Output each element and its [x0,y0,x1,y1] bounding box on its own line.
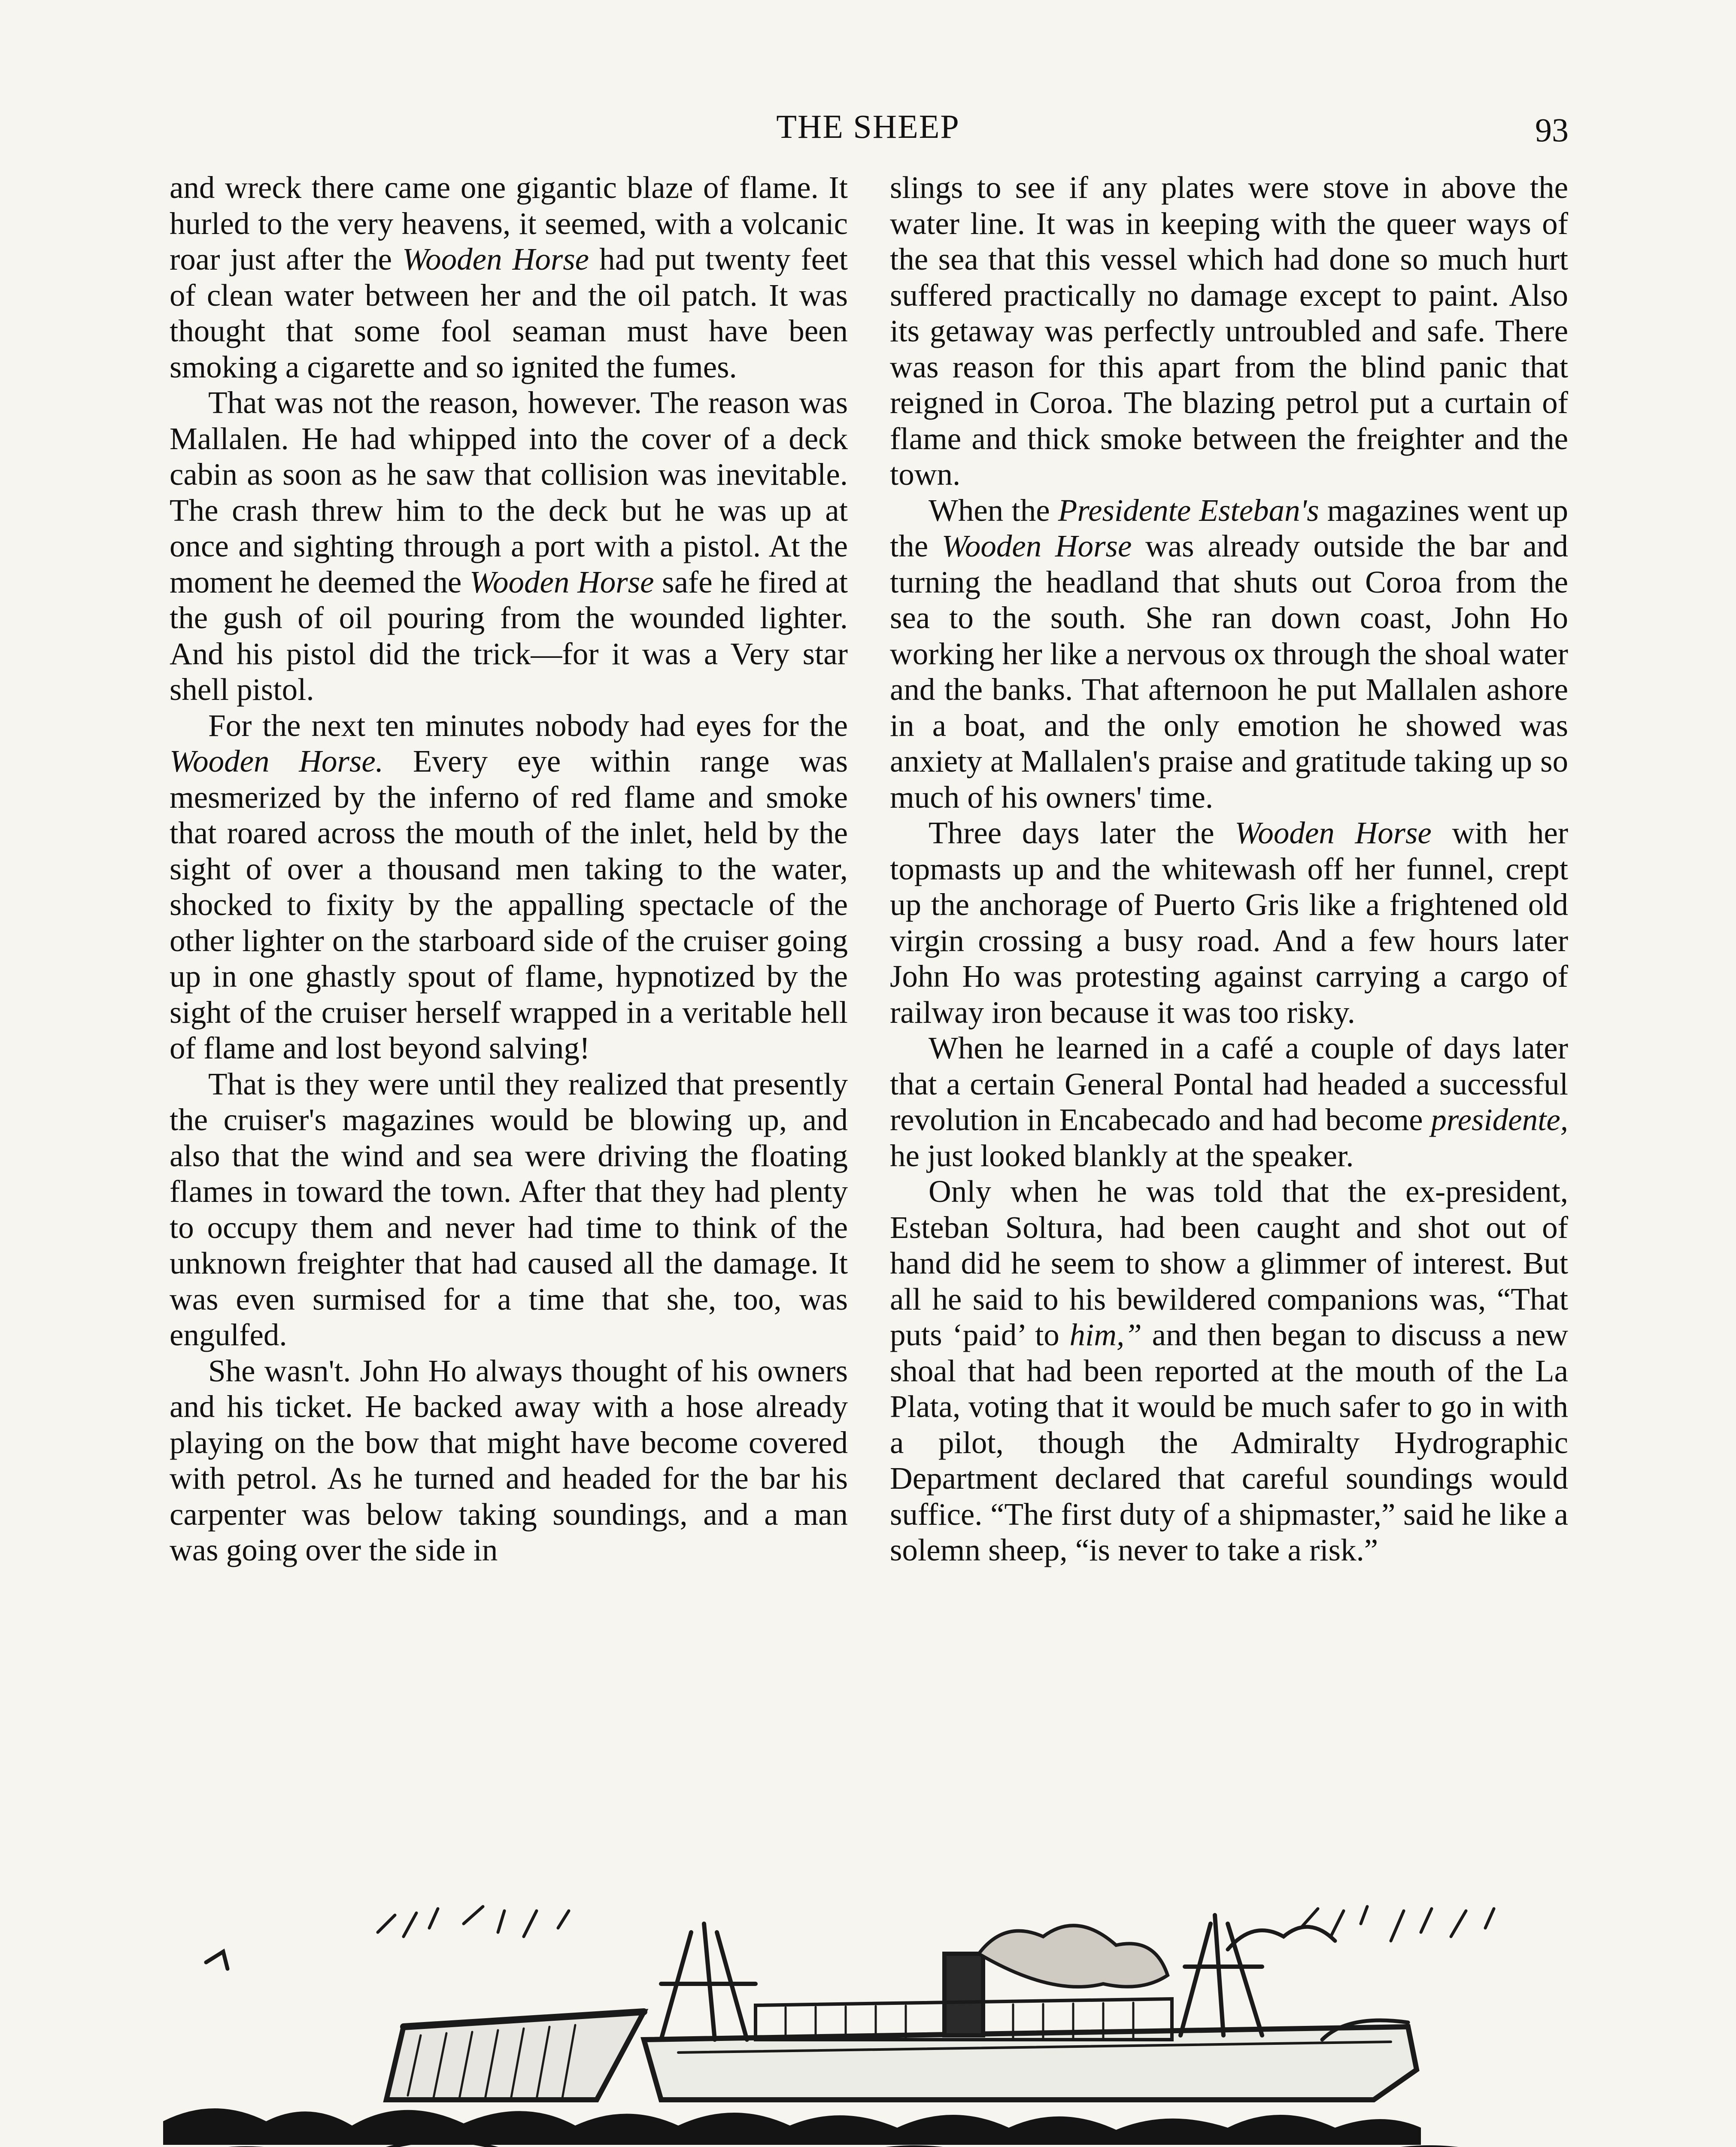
paragraph: Only when he was told that the ex-president, Esteban Soltura, had been caught and shot out of hand did he seem to show a glimmer of interest. But all he said to his bewildered companions was, “That puts ‘paid’ to him,” and then began to discuss a new shoal that had been reported at the mouth of the La Plata, voting that it would be much safer to go in with a pilot, though the Admiralty Hydrographic Department declared that careful soundings would suffice. “The first duty of a shipmaster,” said he like a solemn sheep, “is never to take a risk.” [890,1174,1568,1567]
page-number: 93 [1535,111,1569,149]
foremast [661,1924,756,2040]
emphasis: him,” [1069,1317,1142,1352]
paragraph: For the next ten minutes nobody had eyes for the Wooden Horse. Every eye within range was mesmerized by the inferno of red flame and smoke that roared across the mouth of the inlet, held by the sight of over a thousand men taking to the water, shocked to fixity by the appalling spectacle of the other lighter on the starboard side of the cruiser going up in one ghastly spout of flame, hypnotized by the sight of the cruiser herself wrapped in a veritable hell of flame and lost beyond salving! [170,708,848,1065]
freighter-hull [644,2027,1417,2100]
ship-name: Wooden Horse. [170,744,384,779]
left-text-column [170,170,848,1568]
ship-name: Presidente Esteban's [1058,493,1319,528]
paragraph: When he learned in a café a couple of days later that a certain General Pontal had headed a successful revolution in Encabecado and had become presidente, he just looked blankly at the speaker. [890,1031,1568,1173]
ship-name: Wooden Horse [941,529,1132,563]
right-text-column [890,170,1568,1568]
paragraph: Three days later the Wooden Horse with her topmasts up and the whitewash off her funnel, crept up the anchorage of Puerto Gris like a frightened old virgin crossing a busy road. And a few hours later John Ho was protesting against carrying a cargo of railway iron because it was too risky. [890,815,1569,1030]
sky-hatching [378,1907,1494,1949]
paragraph: She wasn't. John Ho always thought of his owners and his ticket. He backed away with a hose already playing on the bow that might have become covered with petrol. As he turned and headed for the bar his carpenter was below taking soundings, and a man was going over the side in [170,1353,848,1567]
paragraph-continued: and wreck there came one gigantic blaze of flame. It hurled to the very heavens, it seemed, with a volcanic roar just after the Wooden Horse had put twenty feet of clean water between her and the oil patch. It was thought that some fool seaman must have been smoking a cigarette and so ignited the fumes. [170,170,848,384]
emphasis: presidente, [1431,1102,1568,1137]
paragraph: That is they were until they realized that presently the cruiser's magazines would be blowing up, and also that the wind and sea were driving the floating flames in toward the town. After that they had plenty to occupy them and never had time to think of the unknown freighter that had caused all the damage. It was even surmised for a time that she, too, was engulfed. [170,1066,848,1352]
paragraph-continued: slings to see if any plates were stove in above the water line. It was in keeping with the queer ways of the sea that this vessel which had done so much hurt suffered practically no damage except to paint. Also its getaway was perfectly untroubled and safe. There was reason for this apart from the blind panic that reigned in Coroa. The blazing petrol put a curtain of flame and thick smoke between the freighter and the town. [890,170,1568,492]
ship-name: Wooden Horse [469,564,654,599]
ship-collision-illustration [163,1898,1567,2147]
ship-name: Wooden Horse [1235,815,1432,850]
paragraph: When the Presidente Esteban's magazines went up the Wooden Horse was already outside the bar and turning the headland that shuts out Coroa from the sea to the south. She ran down coast, John Ho working her like a nervous ox through the shoal water and the banks. That afternoon he put Mallalen ashore in a boat, and the only emotion he showed was anxiety at Mallalen's praise and gratitude taking up so much of his owners' time. [890,493,1569,815]
smoke-cloud [979,1925,1168,1987]
funnel [944,1954,983,2035]
paragraph: That was not the reason, however. The reason was Mallalen. He had whipped into the cover of a deck cabin as soon as he saw that collision was inevitable. The crash threw him to the deck but he was up at once and sighting through a port with a pistol. At the moment he deemed the Wooden Horse safe he fired at the gush of oil pouring from the wounded lighter. And his pistol did the trick—for it was a Very star shell pistol. [170,385,848,707]
running-head-title: THE SHEEP [776,108,960,145]
ship-name: Wooden Horse [402,242,589,277]
sea-waves [163,2108,1481,2147]
bird-shape [206,1952,228,1969]
